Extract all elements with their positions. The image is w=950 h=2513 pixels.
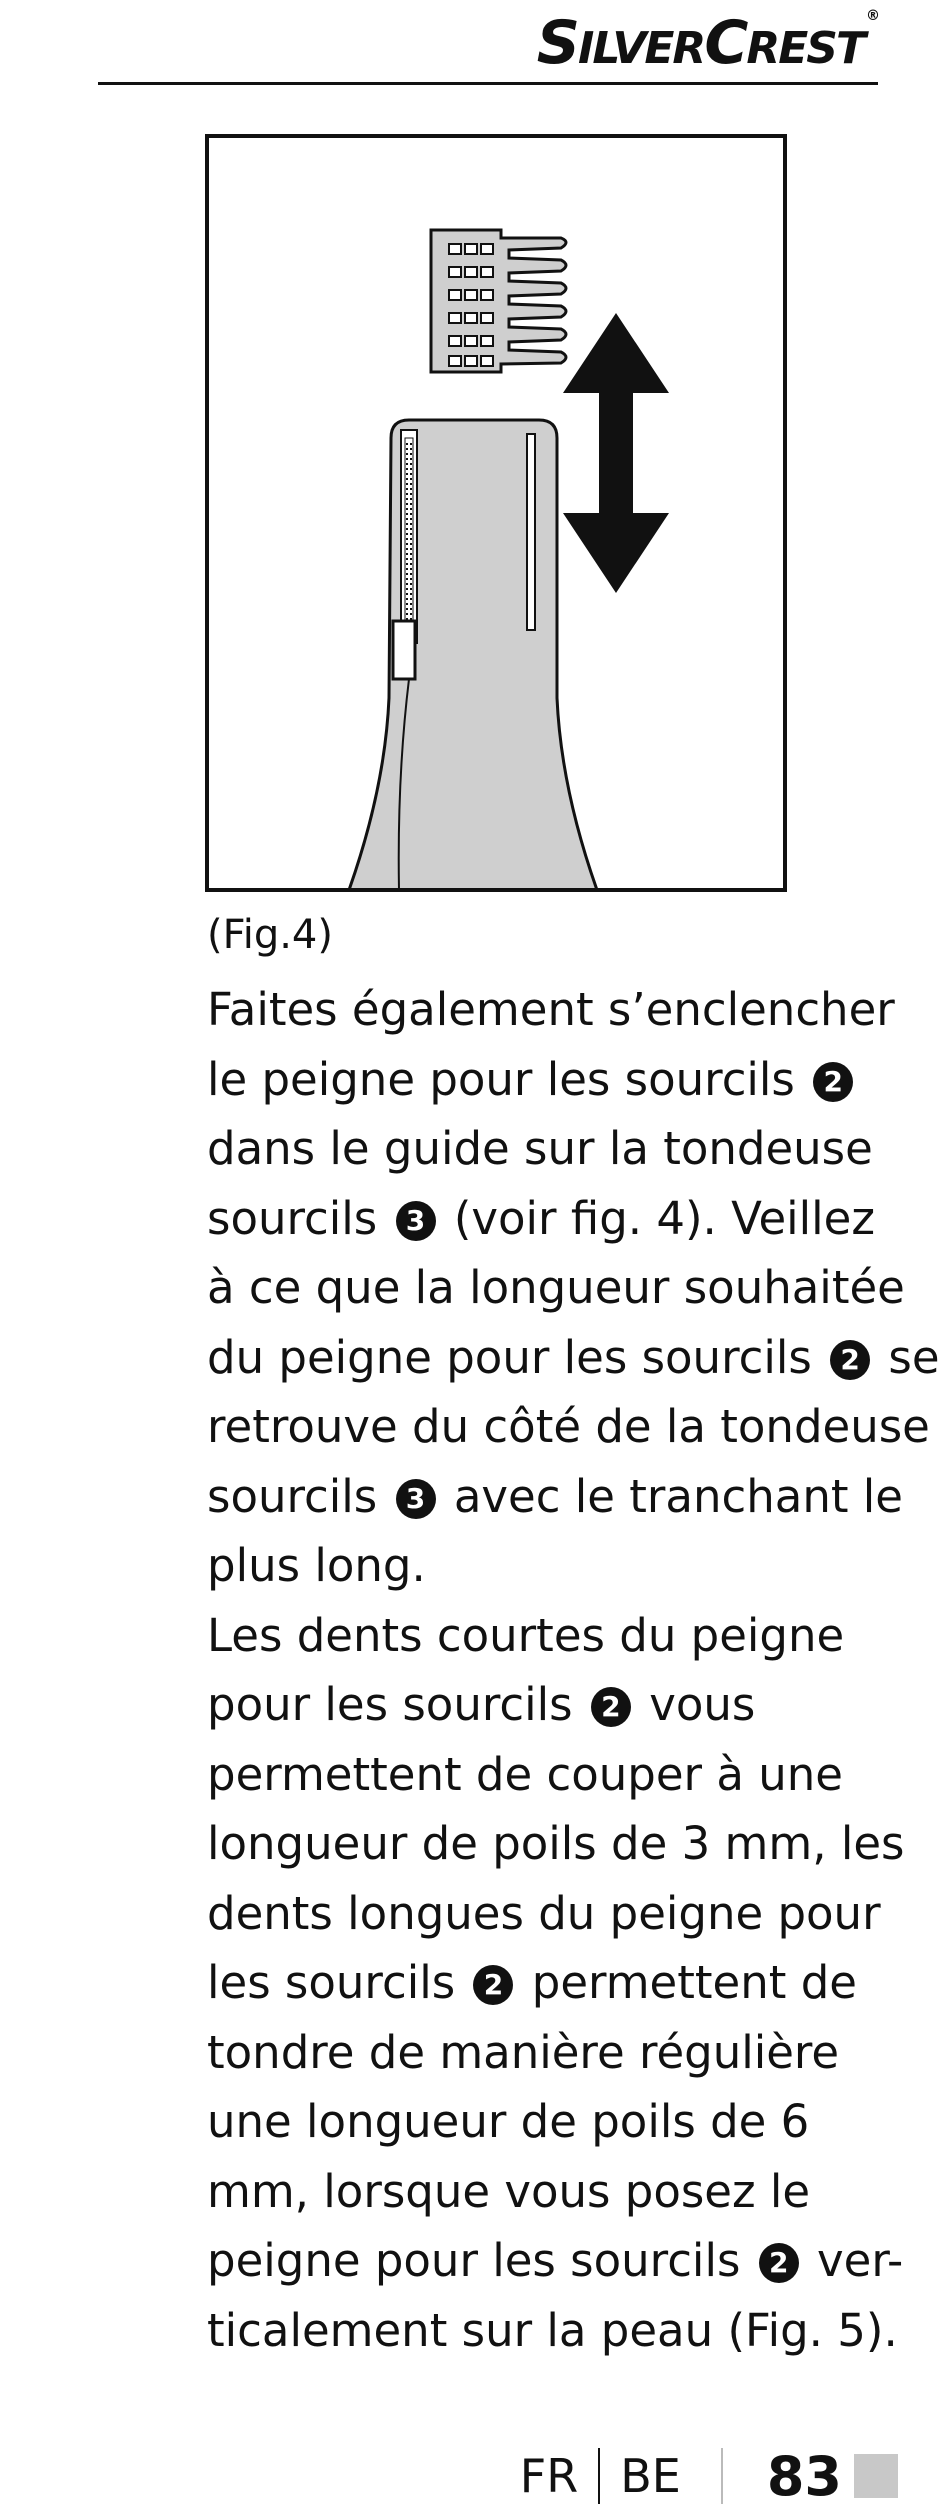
text-line xyxy=(207,1670,907,1740)
text-segment: le peigne pour les sourcils xyxy=(207,1052,795,1106)
part-number-badge: 2 xyxy=(473,1965,513,2005)
part-number-badge: 3 xyxy=(396,1479,436,1519)
footer-language: FR xyxy=(519,2449,579,2503)
text-line xyxy=(207,2226,907,2296)
part-number-badge: 2 xyxy=(830,1340,870,1380)
text-line xyxy=(207,1045,907,1115)
text-line xyxy=(207,1531,907,1601)
text-segment: une longueur de poils de 6 xyxy=(207,2095,810,2148)
text-segment: ver- xyxy=(817,2234,904,2287)
text-line xyxy=(207,1462,907,1532)
text-line xyxy=(207,1948,907,2018)
text-line xyxy=(207,1392,930,1462)
text-line xyxy=(207,2087,907,2157)
footer-country: BE xyxy=(620,2449,681,2503)
text-line xyxy=(207,2157,907,2227)
text-line xyxy=(207,2296,907,2366)
text-line xyxy=(207,1114,907,1184)
figure-caption: (Fig.4) xyxy=(207,912,333,958)
text-segment: retrouve du côté de la tondeuse xyxy=(207,1400,930,1453)
text-segment: dents longues du peigne pour xyxy=(207,1886,881,1940)
figure-4 xyxy=(205,134,787,892)
text-line xyxy=(207,1323,940,1393)
text-segment: plus long. xyxy=(207,1539,426,1592)
part-number-badge: 2 xyxy=(759,2243,799,2283)
part-number-badge: 2 xyxy=(591,1687,631,1727)
text-segment: Faites également s’enclencher xyxy=(207,983,895,1036)
page-marker xyxy=(854,2454,898,2498)
text-segment: avec le tranchant le xyxy=(453,1469,903,1523)
text-segment: se xyxy=(888,1330,940,1384)
footer-separator xyxy=(598,2448,600,2504)
text-segment: pour les sourcils xyxy=(207,1678,573,1731)
text-line xyxy=(207,975,907,1045)
text-segment: vous xyxy=(649,1678,756,1731)
comb-attachment-icon xyxy=(431,230,566,372)
part-number-badge: 3 xyxy=(396,1201,436,1241)
text-segment: sourcils xyxy=(207,1469,378,1523)
brand-logo: SILVERCREST® xyxy=(536,8,878,78)
text-line xyxy=(207,1879,907,1949)
footer-separator-light xyxy=(721,2448,723,2504)
header-rule xyxy=(98,82,878,85)
double-arrow-icon xyxy=(563,313,669,593)
text-segment: longueur de poils de 3 mm, les xyxy=(207,1817,905,1870)
text-segment: Les dents courtes du peigne xyxy=(207,1608,845,1662)
page-number: 83 xyxy=(766,2444,842,2508)
instruction-text xyxy=(207,975,940,2365)
page-footer xyxy=(520,2446,898,2506)
text-line xyxy=(207,2018,907,2088)
text-line xyxy=(207,1601,907,1671)
text-segment: dans le guide sur la tondeuse xyxy=(207,1122,873,1175)
text-segment: permettent de couper à une xyxy=(207,1747,843,1801)
part-number-badge: 2 xyxy=(813,1062,853,1102)
text-line xyxy=(207,1809,907,1879)
text-segment: les sourcils xyxy=(207,1956,456,2009)
text-segment: permettent de xyxy=(531,1956,857,2009)
text-segment: (voir fig. 4). Veillez xyxy=(453,1191,875,1245)
text-segment: peigne pour les sourcils xyxy=(207,2234,741,2287)
text-line xyxy=(207,1184,907,1254)
text-segment: à ce que la longueur souhaitée xyxy=(207,1261,905,1314)
text-segment: mm, lorsque vous posez le xyxy=(207,2164,811,2218)
text-segment: ticalement sur la peau (Fig. 5). xyxy=(207,2303,898,2357)
text-segment: sourcils xyxy=(207,1191,378,1245)
eyebrow-trimmer-icon xyxy=(349,420,597,888)
text-segment: tondre de manière régulière xyxy=(207,2025,840,2079)
text-line xyxy=(207,1253,907,1323)
text-segment: du peigne pour les sourcils xyxy=(207,1330,812,1384)
text-line xyxy=(207,1740,907,1810)
